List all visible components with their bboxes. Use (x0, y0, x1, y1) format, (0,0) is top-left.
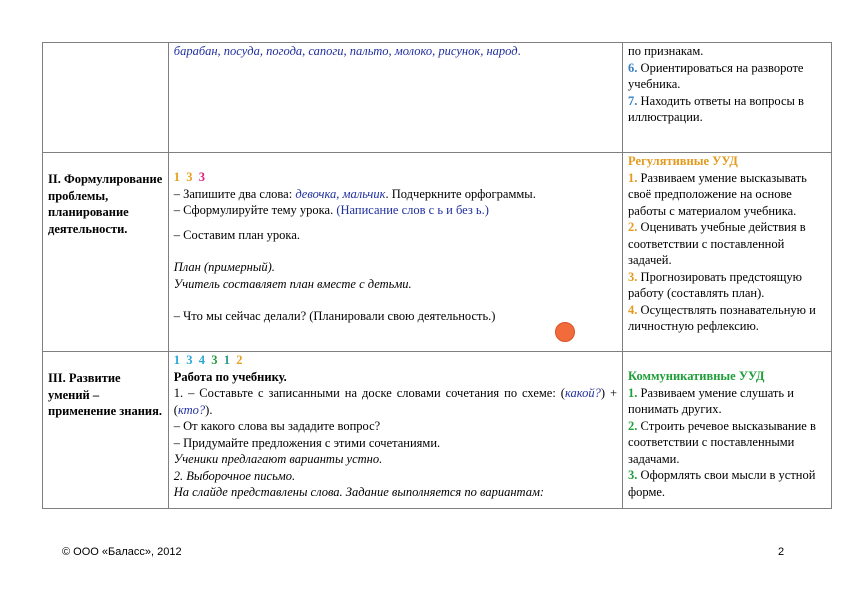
word-list: барабан, посуда, погода, сапоги, пальто, молоко, рисунок, народ (173, 44, 518, 58)
slide-numbers: 1 3 3 (173, 170, 206, 184)
uud-line: 7. Находить ответы на вопросы в иллюстрации. (628, 93, 804, 124)
uud-cell (623, 153, 832, 352)
task-line: 2. Выборочное письмо. (173, 468, 296, 483)
uud-item: 3. Оформлять свои мысли в устной форме. (628, 468, 816, 499)
activity-cell (168, 43, 622, 153)
uud-item: 2. Оценивать учебные действия в соответствии с поставленной задачей. (628, 220, 806, 267)
task-line: – Запишите два слова: девочка, мальчик. Подчеркните орфограммы. (173, 186, 536, 201)
uud-line: по признакам. (628, 44, 704, 58)
task-line: – От какого слова вы зададите вопрос? (173, 419, 381, 433)
task-line: – Сформулируйте тему урока. (Написание слов с ь и без ь.) (173, 203, 489, 217)
uud-cell (623, 43, 832, 153)
task-line: – Что мы сейчас делали? (Планировали свою деятельность.) (173, 309, 496, 323)
stage-cell (43, 352, 169, 509)
stage-cell (43, 153, 169, 352)
copyright: © ООО «Баласс», 2012 (62, 546, 182, 558)
task-line: – Составим план урока. (173, 227, 300, 242)
task-line: – Придумайте предложения с этими сочетаниями. (173, 435, 441, 450)
uud-item: 3. Прогнозировать предстоящую работу (составлять план). (628, 269, 803, 300)
slide-note: На слайде представлены слова. Задание выполняется по вариантам: (173, 485, 545, 499)
uud-item: 1. Развиваем умение высказывать своё предположение на основе работы с материалом учебника. (628, 170, 807, 218)
table-row (43, 43, 832, 153)
work-title: Работа по учебнику. (173, 369, 287, 384)
table-row (43, 352, 832, 509)
uud-cell (623, 352, 832, 509)
task-line: 1. – Составьте с записанными на доске словами сочетания по схеме: (какой?) + (кто?). (173, 386, 618, 417)
lesson-table (42, 42, 832, 509)
uud-line: 6. Ориентироваться на развороте учебника. (628, 60, 804, 91)
slide-numbers: 1 3 4 3 1 2 (173, 353, 243, 367)
uud-title: Регулятивные УУД (628, 154, 738, 168)
page-number: 2 (778, 546, 785, 558)
uud-item: 4. Осуществлять познавательную и личностную рефлексию. (628, 302, 816, 333)
plan-note: Учитель составляет план вместе с детьми. (173, 276, 412, 291)
word-list-end: . (517, 44, 521, 58)
plan-title: План (примерный). (173, 260, 275, 274)
uud-item: 1. Развиваем умение слушать и понимать других. (628, 385, 794, 416)
table-row (43, 153, 832, 352)
stage-title: II. Формулирование проблемы, планирование деятельности. (48, 172, 163, 236)
activity-cell (168, 153, 622, 352)
uud-title: Коммуникативные УУД (628, 369, 765, 383)
activity-cell (168, 352, 622, 509)
students-note: Ученики предлагают варианты устно. (173, 452, 383, 466)
orange-circle-marker (555, 322, 575, 342)
stage-cell (43, 43, 169, 153)
stage-title: III. Развитие умений – применение знания. (48, 371, 163, 418)
uud-item: 2. Строить речевое высказывание в соответствии с поставленными задачами. (628, 418, 816, 466)
